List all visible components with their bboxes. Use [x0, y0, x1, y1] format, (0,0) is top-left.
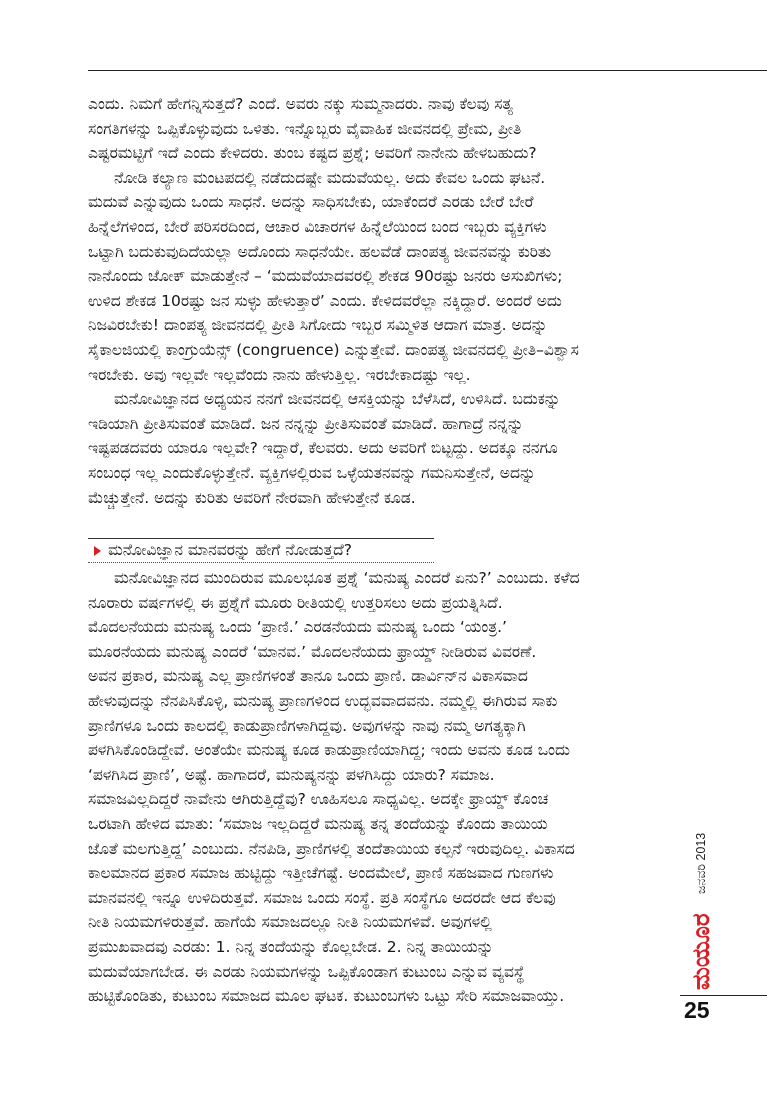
triangle-bullet-icon [94, 546, 101, 556]
paragraph [88, 387, 672, 510]
body-text-line: ಇಷ್ಟಪಡದವರು ಯಾರೂ ಇಲ್ಲವೇ? ಇದ್ದಾರೆ, ಕೆಲವರು. ಅದು ಅವರಿಗೆ ಬಿಟ್ಟದ್ದು. ಅದಕ್ಕೂ ನನಗೂ [88, 439, 558, 458]
body-text-line: ಎಷ್ಟರಮಟ್ಟಿಗೆ ಇದೆ ಎಂದು ಕೇಳಿದರು. ತುಂಬ ಕಷ್ಟದ ಪ್ರಶ್ನೆ; ಅವರಿಗೆ ನಾನೇನು ಹೇಳಬಹುದು? [88, 144, 537, 163]
body-text-line: ಮೂರನೆಯದು ಮನುಷ್ಯ ಎಂದರೆ ‘ಮಾನವ.’ ಮೊದಲನೆಯದು ಫ್ರಾಯ್ಡ್ ನೀಡಿರುವ ವಿವರಣೆ. [88, 642, 537, 661]
body-text-line: ನೋಡಿ ಕಲ್ಯಾಣ ಮಂಟಪದಲ್ಲಿ ನಡೆದುದಷ್ಟೇ ಮದುವೆಯಲ್ಲ. ಅದು ಕೇವಲ ಒಂದು ಘಟನೆ. [114, 168, 546, 187]
paragraph [88, 566, 672, 1009]
body-text-line: ಇರಬೇಕು. ಅವು ಇಲ್ಲವೇ ಇಲ್ಲವೆಂದು ನಾನು ಹೇಳುತ್ತಿಲ್ಲ. ಇರಬೇಕಾದಷ್ಟು ಇಲ್ಲ. [88, 365, 471, 384]
section-heading [88, 538, 434, 563]
body-text-line: ಪ್ರಮುಖವಾದವು ಎರಡು: 1. ನಿನ್ನ ತಂದೆಯನ್ನು ಕೊಲ್ಲಬೇಡ. 2. ನಿನ್ನ ತಾಯಿಯನ್ನು [88, 937, 494, 956]
body-text-line: ಜೊತೆ ಮಲಗುತ್ತಿದ್ದ’ ಎಂಬುದು. ನೆನಪಿಡಿ, ಪ್ರಾಣಿಗಳಲ್ಲಿ ತಂದೆತಾಯಿಯ ಕಲ್ಪನೆ ಇರುವುದಿಲ್ಲ. ವಿಕಾಸದ [88, 839, 575, 858]
body-text-line: ಪಳಗಿಸಿಕೊಂಡಿದ್ದೇವೆ. ಅಂತೆಯೇ ಮನುಷ್ಯ ಕೂಡ ಕಾಡುಪ್ರಾಣಿಯಾಗಿದ್ದ; ಇಂದು ಅವನು ಕೂಡ ಒಂದು [88, 741, 570, 760]
body-text-line: ನಿಜವಿರಬೇಕು! ದಾಂಪತ್ಯ ಜೀವನದಲ್ಲಿ ಪ್ರೀತಿ ಸಿಗೋದು ಇಬ್ಬರ ಸಮ್ಮಿಳಿತ ಆದಾಗ ಮಾತ್ರ. ಅದನ್ನು [88, 316, 548, 335]
body-text-line: ಮನೋವಿಜ್ಞಾನದ ಅಧ್ಯಯನ ನನಗೆ ಜೀವನದಲ್ಲಿ ಆಸಕ್ತಿಯನ್ನು ಬೆಳೆಸಿದೆ, ಉಳಿಸಿದೆ. ಬದುಕನ್ನು [114, 390, 561, 409]
body-text-line: ಸಂಗತಿಗಳನ್ನು ಒಪ್ಪಿಕೊಳ್ಳುವುದು ಒಳಿತು. ಇನ್ನೊಬ್ಬರು ವೈವಾಹಿಕ ಜೀವನದಲ್ಲಿ ಪ್ರೇಮ, ಪ್ರೀತಿ [88, 119, 522, 138]
body-text-line: ಹಿನ್ನೆಲೆಗಳಿಂದ, ಬೇರೆ ಪರಿಸರದಿಂದ, ಆಚಾರ ವಿಚಾರಗಳ ಹಿನ್ನೆಲೆಯಿಂದ ಬಂದ ಇಬ್ಬರು ವ್ಯಕ್ತಿಗಳು [88, 217, 547, 236]
body-text-line: ಮದುವೆ ಎನ್ನುವುದು ಒಂದು ಸಾಧನೆ. ಅದನ್ನು ಸಾಧಿಸಬೇಕು, ಯಾಕೆಂದರೆ ಎರಡು ಬೇರೆ ಬೇರೆ [88, 193, 534, 212]
body-text-line: ನೀತಿ ನಿಯಮಗಳಿರುತ್ತವೆ. ಹಾಗೆಯೆ ಸಮಾಜದಲ್ಲೂ ನೀತಿ ನಿಯಮಗಳಿವೆ. ಅವುಗಳಲ್ಲಿ [88, 913, 492, 932]
paragraph [88, 166, 672, 387]
body-text-line: ಸೈಕಾಲಜಿಯಲ್ಲಿ ಕಾಂಗ್ರುಯೆನ್ಸ್ (congruence) ಎನ್ನುತ್ತೇವೆ. ದಾಂಪತ್ಯ ಜೀವನದಲ್ಲಿ ಪ್ರೀತಿ–ವಿಶ್ವಾಸ [88, 340, 579, 359]
body-text-line: ಮನೋವಿಜ್ಞಾನದ ಮುಂದಿರುವ ಮೂಲಭೂತ ಪ್ರಶ್ನೆ ‘ಮನುಷ್ಯ ಎಂದರೆ ಏನು?’ ಎಂಬುದು. ಕಳೆದ [114, 569, 580, 587]
magazine-logo: ಮಯೂರ [687, 913, 715, 991]
article-body-section-2 [88, 566, 672, 1009]
body-text-line: ಸಮಾಜವಿಲ್ಲದಿದ್ದರೆ ನಾವೇನು ಆಗಿರುತ್ತಿದ್ದೆವು? ಊಹಿಸಲೂ ಸಾಧ್ಯವಿಲ್ಲ. ಅದಕ್ಕೇ ಫ್ರಾಯ್ಡ್ ಕೊಂಚ [88, 790, 549, 809]
body-text-line: ಹುಟ್ಟಿಕೊಂಡಿತು, ಕುಟುಂಬ ಸಮಾಜದ ಮೂಲ ಘಟಕ. ಕುಟುಂಬಗಳು ಒಟ್ಟು ಸೇರಿ ಸಮಾಜವಾಯ್ತು. [88, 987, 565, 1006]
body-text-line: ಮದುವೆಯಾಗಬೇಡ. ಈ ಎರಡು ನಿಯಮಗಳನ್ನು ಒಪ್ಪಿಕೊಂಡಾಗ ಕುಟುಂಬ ಎನ್ನುವ ವ್ಯವಸ್ಥೆ [88, 962, 525, 981]
top-rule [88, 70, 767, 71]
body-text-line: ಮೆಚ್ಚುತ್ತೇನೆ. ಅದನ್ನು ಕುರಿತು ಅವರಿಗೆ ನೇರವಾಗಿ ಹೇಳುತ್ತೇನೆ ಕೂಡ. [88, 488, 416, 507]
body-text-line: ಒಟ್ಟಾಗಿ ಬದುಕುವುದಿದೆಯಲ್ಲಾ ಅದೊಂದು ಸಾಧನೆಯೇ. ಹಲವೆಡೆ ದಾಂಪತ್ಯ ಜೀವನವನ್ನು ಕುರಿತು [88, 242, 552, 261]
body-text-line: ಪ್ರಾಣಿಗಳೂ ಒಂದು ಕಾಲದಲ್ಲಿ ಕಾಡುಪ್ರಾಣಿಗಳಾಗಿದ್ದವು. ಅವುಗಳನ್ನು ನಾವು ನಮ್ಮ ಅಗತ್ಯಕ್ಕಾಗಿ [88, 716, 526, 735]
article-body [88, 92, 672, 510]
section-heading-text: ಮನೋವಿಜ್ಞಾನ ಮಾನವರನ್ನು ಹೇಗೆ ನೋಡುತ್ತದೆ? [108, 541, 353, 559]
body-text-line: ಕಾಲಮಾನದ ಪ್ರಕಾರ ಸಮಾಜ ಹುಟ್ಟಿದ್ದು ಇತ್ತೀಚೆಗಷ್ಟೆ. ಅಂದಮೇಲೆ, ಪ್ರಾಣಿ ಸಹಜವಾದ ಗುಣಗಳು [88, 864, 554, 883]
body-text-line: ಮಾನವನಲ್ಲಿ ಇನ್ನೂ ಉಳಿದಿರುತ್ತವೆ. ಸಮಾಜ ಒಂದು ಸಂಸ್ಥೆ. ಪ್ರತಿ ಸಂಸ್ಥೆಗೂ ಅದರದೇ ಆದ ಕೆಲವು [88, 888, 556, 907]
issue-date: ಜನವರಿ 2013 [694, 832, 708, 894]
body-text-line: ಸಂಬಂಧ ಇಲ್ಲ ಎಂದುಕೊಳ್ಳುತ್ತೇನೆ. ವ್ಯಕ್ತಿಗಳಲ್ಲಿರುವ ಒಳ್ಳೆಯತನವನ್ನು ಗಮನಿಸುತ್ತೇನೆ, ಅದನ್ನು [88, 463, 536, 482]
body-text-line: ಹೇಳುವುದನ್ನು ನೆನಪಿಸಿಕೊಳ್ಳಿ, ಮನುಷ್ಯ ಪ್ರಾಣಗಳಿಂದ ಉದ್ಭವವಾದವನು. ನಮ್ಮಲ್ಲಿ ಈಗಿರುವ ಸಾಕು [88, 691, 558, 710]
body-text-line: ಮೊದಲನೆಯದು ಮನುಷ್ಯ ಒಂದು ‘ಪ್ರಾಣಿ.’ ಎರಡನೆಯದು ಮನುಷ್ಯ ಒಂದು ‘ಯಂತ್ರ.’ [88, 618, 507, 637]
body-text-line: ನಾನೊಂದು ಜೋಕ್ ಮಾಡುತ್ತೇನೆ – ‘ಮದುವೆಯಾದವರಲ್ಲಿ ಶೇಕಡ 90ರಷ್ಟು ಜನರು ಅಸುಖಿಗಳು; [88, 267, 563, 286]
body-text-line: ಉಳಿದ ಶೇಕಡ 10ರಷ್ಟು ಜನ ಸುಳ್ಳು ಹೇಳುತ್ತಾರೆ’ ಎಂದು. ಕೇಳಿದವರೆಲ್ಲಾ ನಕ್ಕಿದ್ದಾರೆ. ಅಂದರೆ ಅದು [88, 291, 562, 310]
body-text-line: ಅವನ ಪ್ರಕಾರ, ಮನುಷ್ಯ ಎಲ್ಲ ಪ್ರಾಣಿಗಳಂತೆ ತಾನೂ ಒಂದು ಪ್ರಾಣಿ. ಡಾರ್ವಿನ್‌ನ ವಿಕಾಸವಾದ [88, 667, 528, 686]
body-text-line: ನೂರಾರು ವರ್ಷಗಳಲ್ಲಿ ಈ ಪ್ರಶ್ನೆಗೆ ಮೂರು ರೀತಿಯಲ್ಲಿ ಉತ್ತರಿಸಲು ಅದು ಪ್ರಯತ್ನಿಸಿದೆ. [88, 593, 503, 612]
page-number: 25 [684, 997, 710, 1023]
body-text-line: ಇಡಿಯಾಗಿ ಪ್ರೀತಿಸುವಂತೆ ಮಾಡಿದೆ. ಜನ ನನ್ನನ್ನು ಪ್ರೀತಿಸುವಂತೆ ಮಾಡಿದೆ. ಹಾಗಾದ್ರೆ ನನ್ನನ್ನು [88, 414, 524, 433]
body-text-line: ಎಂದು. ನಿಮಗೆ ಹೇಗನ್ನಿಸುತ್ತದೆ? ಎಂದೆ. ಅವರು ನಕ್ಕು ಸುಮ್ಮನಾದರು. ನಾವು ಕೆಲವು ಸತ್ಯ [88, 95, 513, 113]
paragraph [88, 92, 672, 166]
body-text-line: ಒರಟಾಗಿ ಹೇಳಿದ ಮಾತು: ‘ಸಮಾಜ ಇಲ್ಲದಿದ್ದರೆ ಮನುಷ್ಯ ತನ್ನ ತಂದೆಯನ್ನು ಕೊಂದು ತಾಯಿಯ [88, 814, 548, 833]
body-text-line: ‘ಪಳಗಿಸಿದ ಪ್ರಾಣಿ’, ಅಷ್ಟೆ. ಹಾಗಾದರೆ, ಮನುಷ್ಯನನ್ನು ಪಳಗಿಸಿದ್ದು ಯಾರು? ಸಮಾಜ. [88, 765, 495, 784]
